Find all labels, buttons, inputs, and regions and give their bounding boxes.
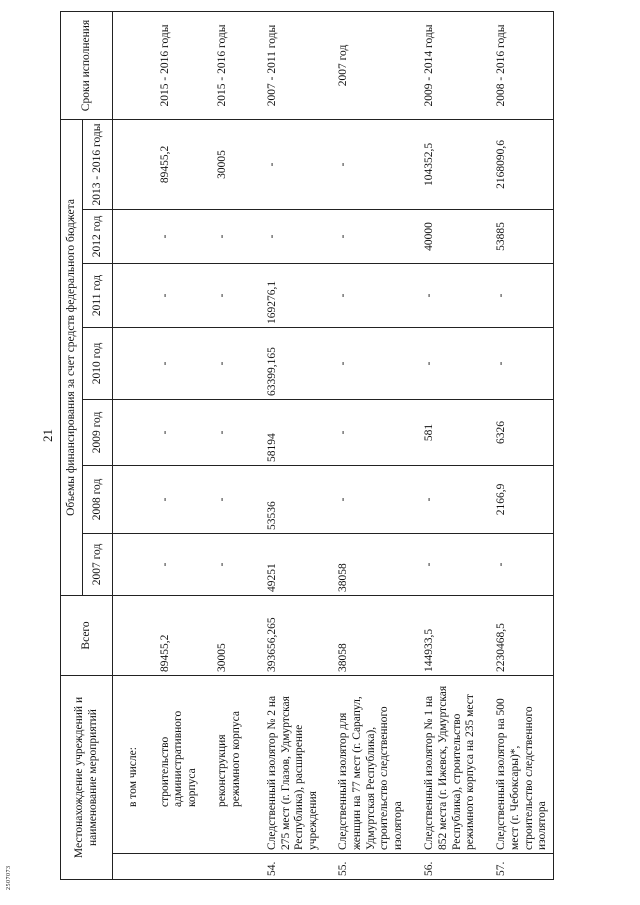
row-value: 169276,1 [252, 263, 323, 327]
row-name: в том числе: [113, 675, 145, 853]
rotated-table-container [60, 12, 549, 880]
row-value: - [202, 465, 252, 533]
header-year: 2007 год [83, 533, 113, 595]
row-value: - [481, 263, 553, 327]
header-total: Всего [61, 595, 113, 675]
row-value: - [252, 209, 323, 263]
row-value: - [481, 327, 553, 399]
row-value: 53536 [252, 465, 323, 533]
row-name: Следственный изолятор № 1 на 852 места (г. Ижевск, Удмуртская Республика), строительство режимного корпуса на 235 мест [409, 675, 481, 853]
row-value [113, 465, 145, 533]
row-number: 56. [409, 854, 481, 880]
row-name: строительство административного корпуса [145, 675, 202, 853]
page-number: 21 [40, 429, 55, 442]
header-name: Местонахождение учреждений и наименование мероприятий [61, 675, 113, 879]
row-value: 104352,5 [409, 119, 481, 209]
row-number: 54. [252, 854, 323, 880]
row-value [113, 209, 145, 263]
row-total: 393656,265 [252, 595, 323, 675]
row-value: - [409, 263, 481, 327]
header-year: 2013 - 2016 годы [83, 119, 113, 209]
row-value: 38058 [323, 533, 409, 595]
row-total: 30005 [202, 595, 252, 675]
row-name: Следственный изолятор № 2 на 275 мест (г. Глазов, Удмуртская Республика), расширение учреждения [252, 675, 323, 853]
row-number [202, 854, 252, 880]
row-value [113, 119, 145, 209]
row-name: Следственный изолятор для женщин на 77 мест (г. Сарапул, Удмуртская Республика), строительство следственного изолятора [323, 675, 409, 853]
row-value: - [145, 209, 202, 263]
row-value: - [202, 263, 252, 327]
row-value: - [323, 209, 409, 263]
row-deadline: 2015 - 2016 годы [202, 11, 252, 119]
document-id: 2507073 [6, 865, 12, 890]
row-value: 63399,165 [252, 327, 323, 399]
row-value: - [481, 533, 553, 595]
row-deadline: 2008 - 2016 годы [481, 11, 553, 119]
header-year: 2008 год [83, 465, 113, 533]
row-number: 57. [481, 854, 553, 880]
row-value [113, 327, 145, 399]
row-value: - [145, 399, 202, 465]
row-value: - [145, 533, 202, 595]
row-value: 53885 [481, 209, 553, 263]
header-year: 2012 год [83, 209, 113, 263]
row-deadline: 2007 - 2011 годы [252, 11, 323, 119]
row-value: - [409, 465, 481, 533]
row-value: - [145, 327, 202, 399]
table-row [481, 11, 553, 879]
row-value: - [202, 327, 252, 399]
row-value [113, 263, 145, 327]
row-name: реконструкция режимного корпуса [202, 675, 252, 853]
row-value: 6326 [481, 399, 553, 465]
row-value: 2166,9 [481, 465, 553, 533]
row-value: 581 [409, 399, 481, 465]
row-deadline: 2009 - 2014 годы [409, 11, 481, 119]
row-total: 89455,2 [145, 595, 202, 675]
row-value: - [145, 263, 202, 327]
row-value: 89455,2 [145, 119, 202, 209]
row-value: - [323, 119, 409, 209]
row-name: Следственный изолятор на 500 мест (г. Чебоксары)*, строительство следственного изолятора [481, 675, 553, 853]
row-value: 30005 [202, 119, 252, 209]
table-row [113, 11, 145, 879]
header-year: 2011 год [83, 263, 113, 327]
table-row [252, 11, 323, 879]
row-deadline [113, 11, 145, 119]
row-deadline: 2007 год [323, 11, 409, 119]
row-value: - [252, 119, 323, 209]
row-value: - [202, 533, 252, 595]
row-value: - [323, 327, 409, 399]
row-total: 2230468,5 [481, 595, 553, 675]
row-total: 144933,5 [409, 595, 481, 675]
row-value: - [202, 399, 252, 465]
row-number: 55. [323, 854, 409, 880]
header-funding: Объемы финансирования за счет средств федерального бюджета [61, 119, 83, 595]
row-value: - [409, 533, 481, 595]
table-row [145, 11, 202, 879]
table-row [409, 11, 481, 879]
row-total [113, 595, 145, 675]
row-value: 49251 [252, 533, 323, 595]
row-number [113, 854, 145, 880]
row-value [113, 399, 145, 465]
header-year: 2009 год [83, 399, 113, 465]
table-row [202, 11, 252, 879]
row-value [113, 533, 145, 595]
row-value: 40000 [409, 209, 481, 263]
row-value: 2168090,6 [481, 119, 553, 209]
row-value: 58194 [252, 399, 323, 465]
header-deadline: Сроки исполнения [61, 11, 113, 119]
row-number [145, 854, 202, 880]
row-value: - [202, 209, 252, 263]
row-value: - [323, 263, 409, 327]
row-value: - [145, 465, 202, 533]
row-value: - [323, 465, 409, 533]
row-total: 38058 [323, 595, 409, 675]
funding-table [60, 11, 554, 880]
row-value: - [323, 399, 409, 465]
header-year: 2010 год [83, 327, 113, 399]
row-value: - [409, 327, 481, 399]
table-row [323, 11, 409, 879]
row-deadline: 2015 - 2016 годы [145, 11, 202, 119]
